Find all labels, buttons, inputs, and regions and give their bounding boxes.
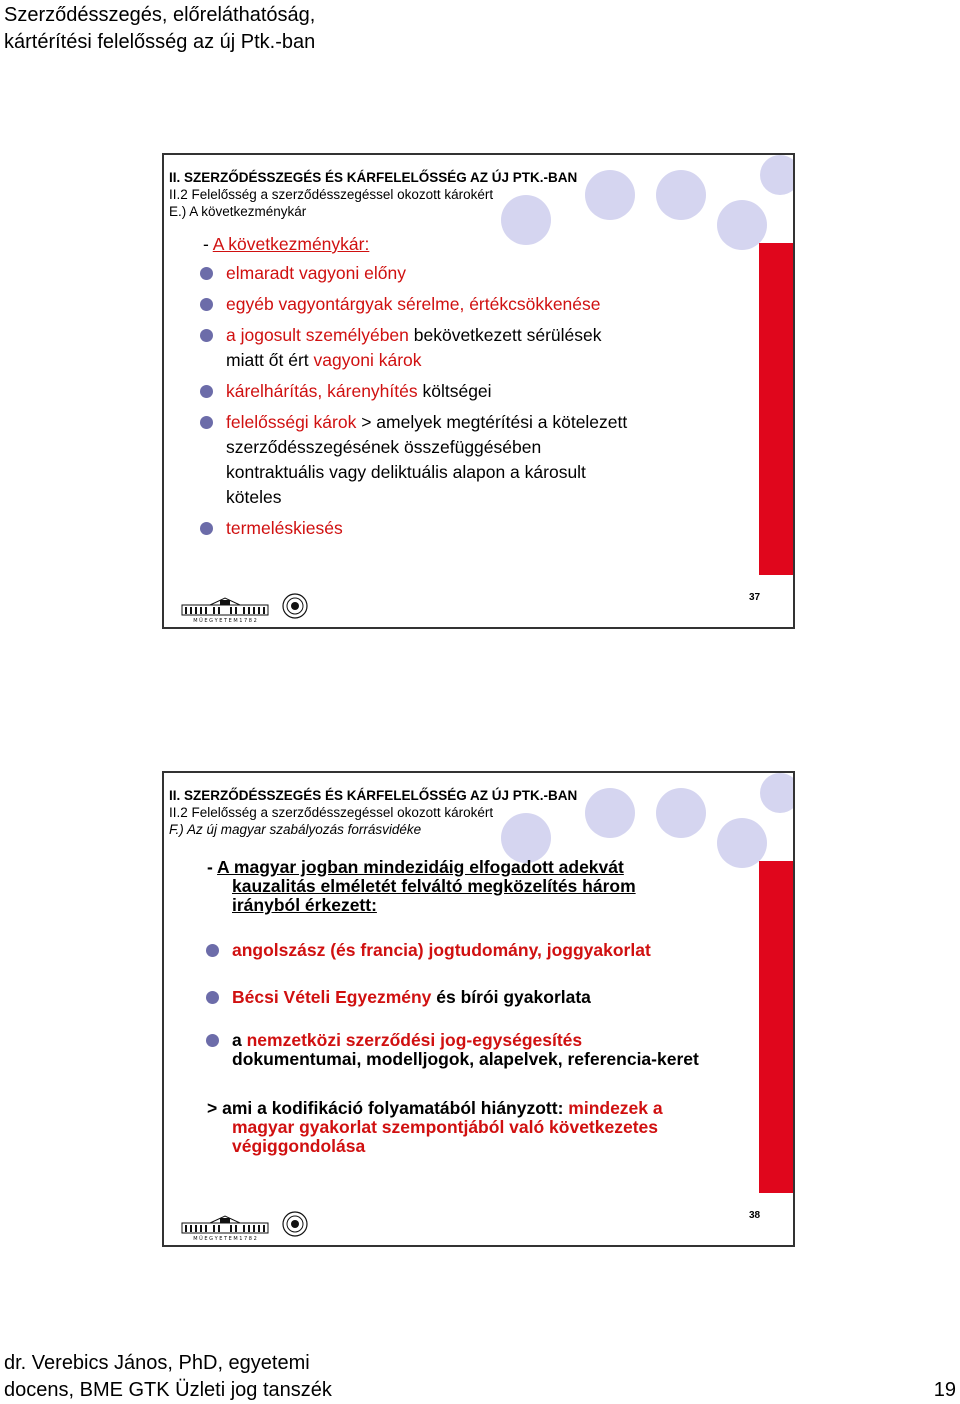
lead-heading-text: A következménykár:: [212, 234, 370, 254]
bullet-item: elmaradt vagyoni előny: [226, 261, 406, 286]
slide-number: 37: [749, 592, 761, 603]
page-header-line-2: kártérítési felelősség az új Ptk.-ban: [4, 31, 316, 53]
page-header: [4, 2, 315, 56]
page-footer: [4, 1350, 332, 1404]
bullet-icon: [206, 991, 219, 1004]
bullet-icon: [200, 329, 213, 342]
bullet-item: Bécsi Vételi Egyezmény és bírói gyakorlata: [232, 985, 591, 1010]
slide-38: [162, 771, 795, 1247]
bullet-item: felelősségi károk > amelyek megtérítési a kötelezett szerződésszegésének összefüggésében kontraktuális vagy deliktuális alapon a károsult köteles: [226, 410, 627, 510]
bullet-icon: [200, 267, 213, 280]
decor-circle: [760, 155, 795, 195]
red-accent-bar: [759, 243, 793, 575]
slide-number: 38: [749, 1210, 761, 1221]
slide-header: [169, 787, 577, 838]
slide-header-line-2: II.2 Felelősség a szerződésszegéssel okozott károkért: [169, 805, 494, 820]
logo-caption: M Ű E G Y E T E M 1 7 8 2: [193, 618, 257, 623]
logo-caption: M Ű E G Y E T E M 1 7 8 2: [193, 1236, 257, 1241]
slide-header-line-3: F.) Az új magyar szabályozás forrásvidéke: [169, 822, 422, 837]
bullet-icon: [206, 944, 219, 957]
slide-37: [162, 153, 795, 629]
page-footer-line-1: dr. Verebics János, PhD, egyetemi: [4, 1352, 310, 1374]
bullet-item: kárelhárítás, kárenyhítés költségei: [226, 379, 492, 404]
bullet-item: angolszász (és francia) jogtudomány, joggyakorlat: [232, 938, 651, 963]
page-number: 19: [933, 1379, 956, 1401]
decor-circle: [656, 170, 706, 220]
university-seal-logo: [282, 1211, 308, 1237]
slide-header-line-3: E.) A következménykár: [169, 204, 307, 219]
bullet-item: a jogosult személyében bekövetkezett sérülések miatt őt ért vagyoni károk: [226, 323, 602, 373]
page-footer-line-2: docens, BME GTK Üzleti jog tanszék: [4, 1379, 332, 1401]
bullet-item: egyéb vagyontárgyak sérelme, értékcsökkenése: [226, 292, 601, 317]
slide-header: [169, 169, 577, 220]
bullet-icon: [200, 298, 213, 311]
decor-circle: [760, 773, 795, 813]
bullet-icon: [200, 522, 213, 535]
bullet-item: a nemzetközi szerződési jog-egységesítés dokumentumai, modelljogok, alapelvek, referencia-keret: [232, 1031, 699, 1069]
decor-circle: [585, 170, 635, 220]
decor-circle: [585, 788, 635, 838]
bullet-icon: [200, 416, 213, 429]
decor-circle: [656, 788, 706, 838]
conclusion-text: > ami a kodifikáció folyamatából hiányzott: mindezek a magyar gyakorlat szempontjából való következetes végiggondolása: [207, 1098, 663, 1156]
slide-header-line-1: II. SZERZŐDÉSSZEGÉS ÉS KÁRFELELŐSSÉG AZ ÚJ PTK.-BAN: [169, 788, 578, 803]
university-building-logo: [180, 597, 270, 623]
slide-header-line-1: II. SZERZŐDÉSSZEGÉS ÉS KÁRFELELŐSSÉG AZ ÚJ PTK.-BAN: [169, 170, 578, 185]
red-accent-bar: [759, 861, 793, 1193]
page-header-line-1: Szerződésszegés, előreláthatóság,: [4, 4, 316, 26]
bullet-item: termeléskiesés: [226, 516, 343, 541]
university-seal-logo: [282, 593, 308, 619]
lead-heading: - A magyar jogban mindezidáig elfogadott adekvát kauzalitás elméletét felváltó megközelítés három irányból érkezett:: [207, 857, 636, 915]
lead-heading: - A következménykár:: [203, 234, 370, 254]
slide-header-line-2: II.2 Felelősség a szerződésszegéssel okozott károkért: [169, 187, 494, 202]
bullet-icon: [206, 1034, 219, 1047]
bullet-icon: [200, 385, 213, 398]
university-building-logo: [180, 1215, 270, 1241]
